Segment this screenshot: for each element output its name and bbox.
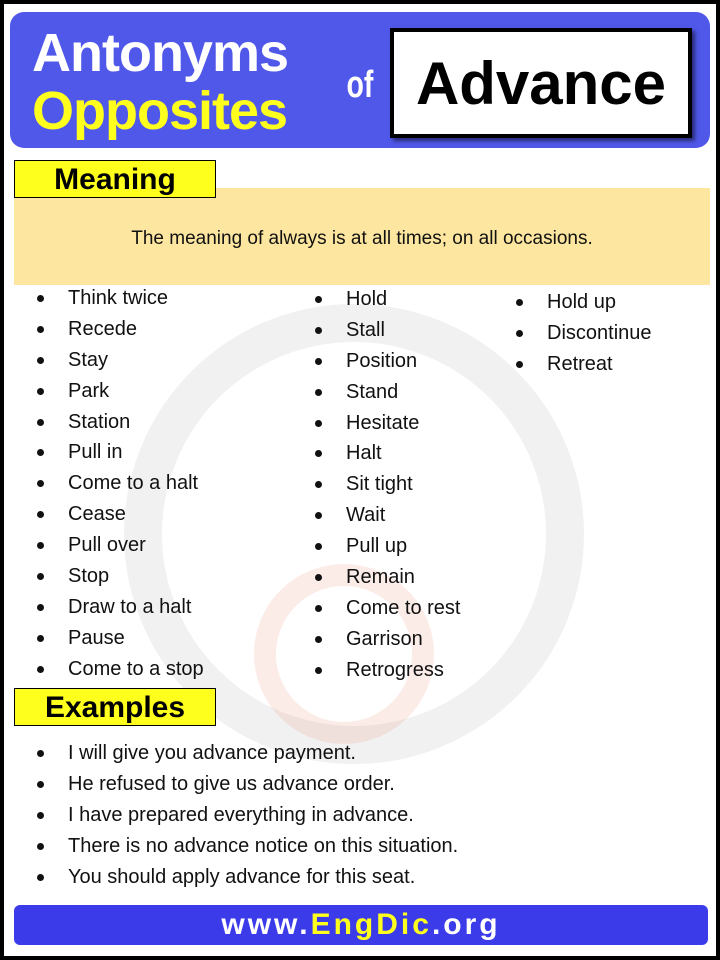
list-item: Pause xyxy=(37,623,204,654)
title-of: of xyxy=(346,64,374,106)
list-item: Retrogress xyxy=(315,655,460,686)
list-item: Come to rest xyxy=(315,593,460,624)
list-item: Come to a stop xyxy=(37,654,204,685)
list-item: Cease xyxy=(37,499,204,530)
footer-brand: EngDic xyxy=(310,908,432,941)
header-banner xyxy=(10,12,710,148)
list-item: Position xyxy=(315,346,460,377)
list-item: Wait xyxy=(315,500,460,531)
example-item: I have prepared everything in advance. xyxy=(37,800,458,831)
example-item: I will give you advance payment. xyxy=(37,738,458,769)
headword: Advance xyxy=(415,49,667,117)
list-item: Sit tight xyxy=(315,469,460,500)
title-antonyms: Antonyms xyxy=(32,23,289,83)
list-item: Pull in xyxy=(37,437,204,468)
antonym-list-col1 xyxy=(37,283,204,685)
list-item: Park xyxy=(37,376,204,407)
list-item: Hesitate xyxy=(315,408,460,439)
title-opposites: Opposites xyxy=(32,81,288,141)
meaning-label: Meaning xyxy=(14,160,216,198)
list-item: Discontinue xyxy=(516,318,652,349)
footer-website-link[interactable] xyxy=(14,905,708,945)
example-item: He refused to give us advance order. xyxy=(37,769,458,800)
list-item: Draw to a halt xyxy=(37,592,204,623)
list-item: Halt xyxy=(315,438,460,469)
meaning-band xyxy=(14,188,710,285)
example-item: There is no advance notice on this situation. xyxy=(37,831,458,862)
list-item: Come to a halt xyxy=(37,468,204,499)
footer-suffix: .org xyxy=(431,908,501,941)
list-item: Garrison xyxy=(315,624,460,655)
list-item: Retreat xyxy=(516,349,652,380)
meaning-text: The meaning of always is at all times; on all occasions. xyxy=(131,228,593,249)
list-item: Pull over xyxy=(37,530,204,561)
examples-list xyxy=(37,738,458,892)
examples-label: Examples xyxy=(14,688,216,726)
list-item: Pull up xyxy=(315,531,460,562)
list-item: Think twice xyxy=(37,283,204,314)
word-box xyxy=(390,28,692,138)
list-item: Hold xyxy=(315,284,460,315)
list-item: Station xyxy=(37,407,204,438)
example-item: You should apply advance for this seat. xyxy=(37,862,458,893)
footer-prefix: www. xyxy=(221,908,311,941)
list-item: Stop xyxy=(37,561,204,592)
list-item: Stall xyxy=(315,315,460,346)
antonym-list-col3 xyxy=(516,287,652,380)
list-item: Remain xyxy=(315,562,460,593)
list-item: Stay xyxy=(37,345,204,376)
page xyxy=(4,4,716,956)
antonym-list-col2 xyxy=(315,284,460,686)
list-item: Hold up xyxy=(516,287,652,318)
list-item: Recede xyxy=(37,314,204,345)
list-item: Stand xyxy=(315,377,460,408)
